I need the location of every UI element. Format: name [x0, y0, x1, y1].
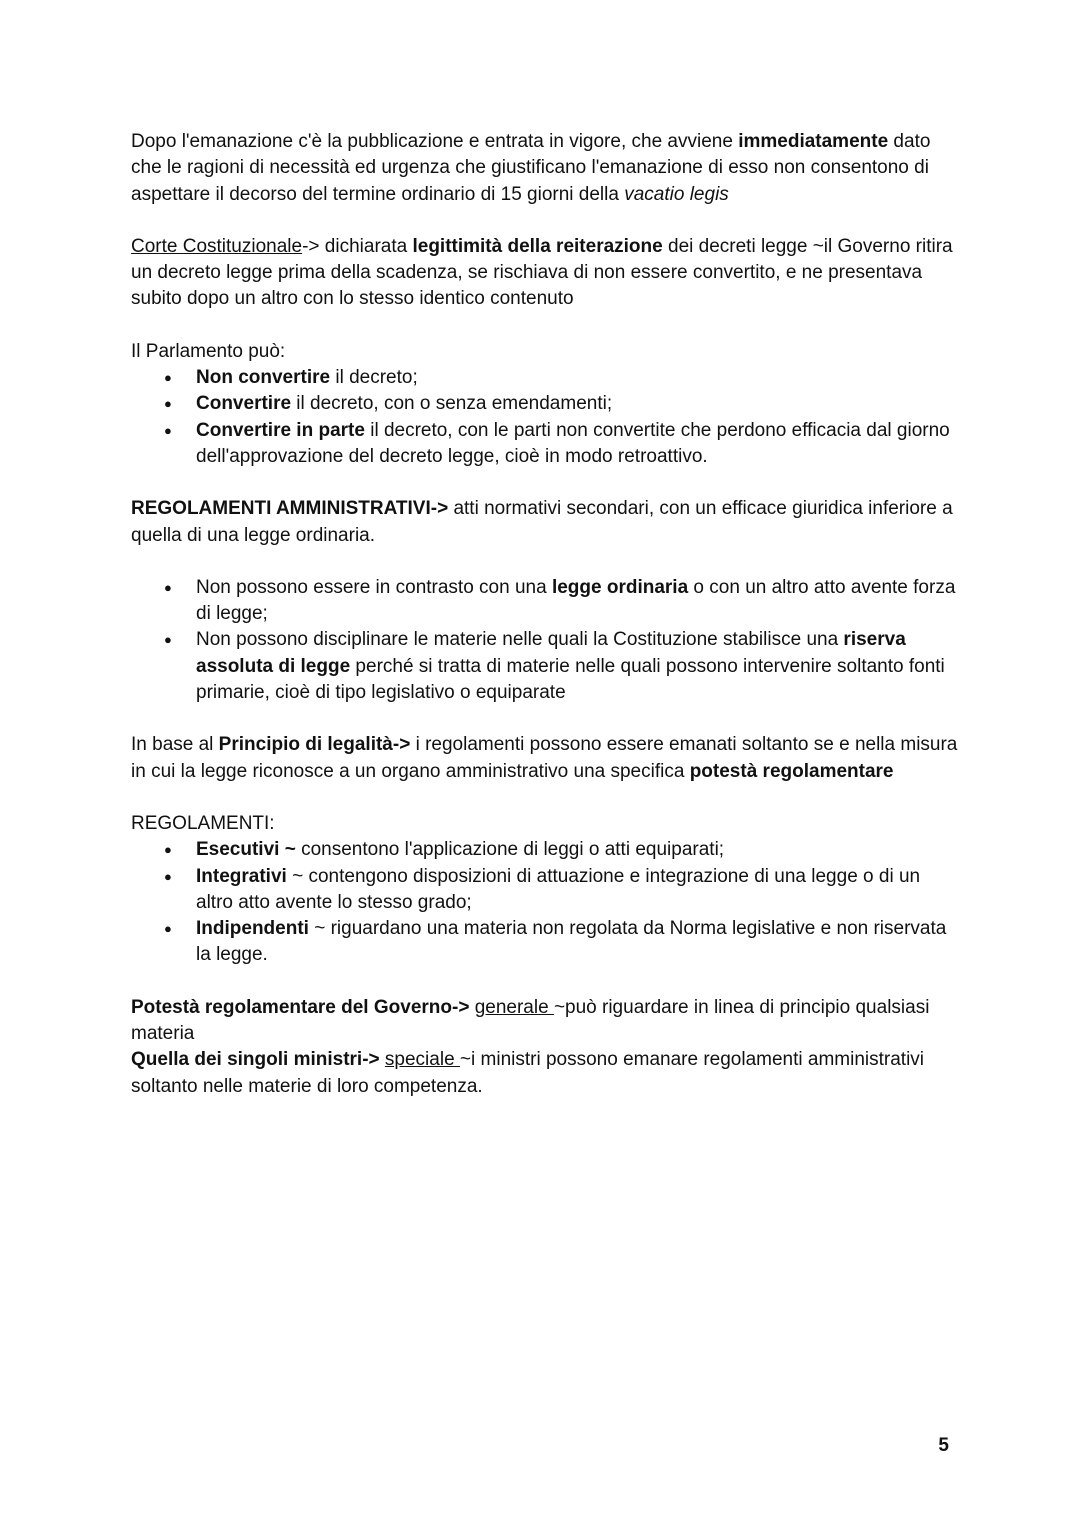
text: consentono l'applicazione di leggi o atti equiparati; — [295, 839, 725, 861]
text: i regolamenti possono essere emanati soltanto se e nella misura in cui la legge riconosce a un organo amministrativo una specifica — [131, 734, 958, 782]
bold-text: Quella dei singoli ministri-> — [131, 1049, 380, 1071]
text: dato che le ragioni di necessità ed urgenza che giustificano l'emanazione di esso non consentono di aspettare il decorso del termine ordinario di 15 giorni della — [131, 131, 931, 205]
underlined-text: Corte Costituzionale — [131, 235, 303, 257]
bold-text: Principio di legalità-> — [218, 734, 411, 756]
bold-text: Convertire in parte — [196, 419, 365, 441]
text: ~ contengono disposizioni di attuazione e integrazione di una legge o di un altro atto avente lo stesso grado; — [196, 865, 921, 913]
bold-text: potestà regolamentare — [689, 760, 894, 782]
bold-text: Esecutivi ~ — [196, 839, 296, 861]
paragraph-singoli-ministri — [131, 1047, 961, 1100]
list-item — [131, 627, 961, 706]
text: ~ riguardano una materia non regolata da Norma legislative e non riservata la legge. — [196, 918, 947, 966]
paragraph-parlamento-intro: Il Parlamento può: — [131, 340, 286, 362]
paragraph-regolamenti-amministrativi — [131, 496, 961, 549]
list-item — [131, 837, 961, 863]
paragraph-regolamenti-intro: REGOLAMENTI: — [131, 812, 275, 834]
list-item — [131, 391, 961, 417]
text: dei decreti legge ~il Governo ritira un decreto legge prima della scadenza, se rischiava di non essere convertito, e ne presentava subito dopo un altro con lo stesso identico contenuto — [131, 235, 953, 310]
list-item — [131, 916, 961, 969]
bold-text: legittimità della reiterazione — [412, 235, 663, 257]
list-item — [131, 575, 961, 628]
text: Non possono disciplinare le materie nelle quali la Costituzione stabilisce una — [196, 629, 844, 651]
bold-text: Integrativi — [196, 865, 287, 887]
bold-text: riserva assoluta di legge — [196, 629, 906, 677]
paragraph-potesta-governo — [131, 995, 961, 1048]
text: Non possono essere in contrasto con una — [196, 576, 552, 598]
text: -> dichiarata — [302, 235, 413, 257]
text: il decreto, con o senza emendamenti; — [291, 393, 613, 415]
bold-text: REGOLAMENTI AMMINISTRATIVI-> — [131, 498, 449, 520]
list-regolamenti-tipi — [131, 837, 961, 968]
text: Dopo l'emanazione c'è la pubblicazione e entrata in vigore, che avviene — [131, 131, 739, 152]
text: ~i ministri possono emanare regolamenti amministrativi soltanto nelle materie di loro competenza. — [131, 1049, 925, 1097]
list-regolamenti-limiti — [131, 575, 961, 706]
list-parlamento — [131, 365, 961, 470]
list-item — [131, 864, 961, 917]
page-number: 5 — [938, 1435, 949, 1456]
text: In base al — [131, 734, 219, 756]
bold-text: Non convertire — [196, 367, 331, 389]
underlined-text: generale — [474, 996, 554, 1018]
bold-text: Indipendenti — [196, 918, 309, 940]
text: perché si tratta di materie nelle quali possono intervenire soltanto fonti primarie, cioè di tipo legislativo o equiparate — [196, 655, 945, 704]
bold-text: immediatamente — [738, 131, 889, 152]
paragraph-publication — [131, 129, 961, 208]
text: il decreto; — [330, 367, 418, 389]
paragraph-principio-legalita — [131, 732, 961, 785]
text: o con un altro atto avente forza di legge; — [196, 576, 956, 625]
text: il decreto, con le parti non convertite che perdono efficacia dal giorno dell'approvazione del decreto legge, cioè in modo retroattivo. — [196, 419, 950, 467]
paragraph-corte-costituzionale — [131, 234, 961, 313]
underlined-text: speciale — [384, 1049, 460, 1071]
bold-text: Potestà regolamentare del Governo-> — [131, 996, 470, 1018]
italic-text: vacatio legis — [624, 183, 729, 205]
list-item — [131, 418, 961, 471]
bold-text: legge ordinaria — [551, 576, 689, 598]
list-item — [131, 365, 961, 391]
bold-text: Convertire — [196, 393, 292, 415]
text: ~può riguardare in linea di principio qualsiasi materia — [131, 996, 930, 1045]
text: atti normativi secondari, con un efficace giuridica inferiore a quella di una legge ordinaria. — [131, 498, 953, 546]
document-body — [131, 129, 961, 1100]
